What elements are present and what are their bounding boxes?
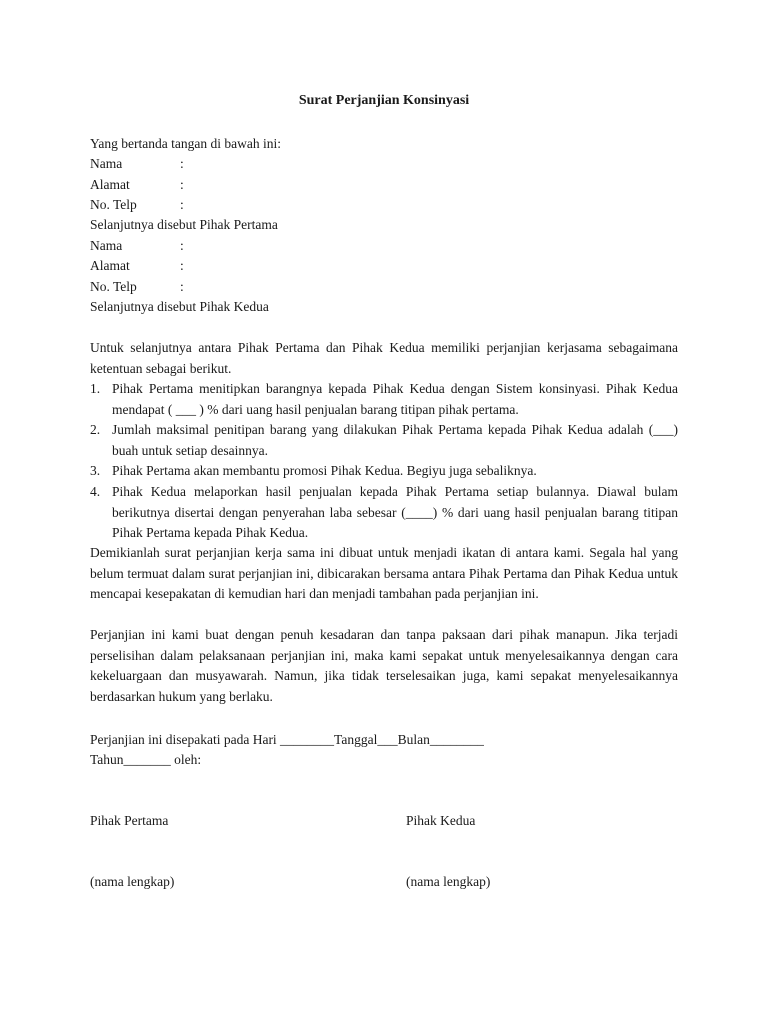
year-line: Tahun_______ oleh: (90, 752, 202, 767)
field-separator: : (180, 177, 184, 192)
first-party-name-field (90, 154, 184, 174)
signature-name-second-party: (nama lengkap) (406, 874, 491, 889)
field-separator: : (180, 156, 184, 171)
second-party-address-field (90, 256, 184, 276)
signature-role-second-party: Pihak Kedua (406, 813, 476, 828)
term-item (90, 482, 678, 544)
field-separator: : (180, 279, 184, 294)
field-separator: : (180, 238, 184, 253)
field-separator: : (180, 258, 184, 273)
signature-role-first-party: Pihak Pertama (90, 813, 169, 828)
term-item (90, 461, 678, 482)
intro-text: Yang bertanda tangan di bawah ini: (90, 136, 281, 151)
document-title: Surat Perjanjian Konsinyasi (298, 93, 470, 108)
agreement-intro: Untuk selanjutnya antara Pihak Pertama dan Pihak Kedua memiliki perjanjian kerjasama sebagaimana ketentuan sebagai berikut. (90, 340, 678, 376)
second-party-note: Selanjutnya disebut Pihak Kedua (90, 299, 269, 314)
signature-name-first-party: (nama lengkap) (90, 874, 175, 889)
term-number: 1. (90, 381, 101, 396)
field-label: No. Telp (90, 279, 137, 294)
term-number: 2. (90, 422, 101, 437)
term-item (90, 379, 678, 420)
field-label: Alamat (90, 258, 130, 273)
field-label: No. Telp (90, 197, 137, 212)
field-separator: : (180, 197, 184, 212)
first-party-phone-field (90, 195, 184, 215)
field-label: Nama (90, 156, 123, 171)
closing-paragraph-1: Demikianlah surat perjanjian kerja sama ini dibuat untuk menjadi ikatan di antara kami. Segala hal yang belum termuat dalam surat perjanjian ini, dibicarakan bersama antara Pihak Pertama dan Pihak Kedua untuk mencapai kesepakatan di kemudian hari dan menjadi tambahan pada perjanjian ini. (90, 545, 678, 601)
term-text: Pihak Pertama akan membantu promosi Pihak Kedua. Begiyu juga sebaliknya. (112, 463, 537, 478)
document-page (90, 0, 678, 1024)
field-label: Nama (90, 238, 123, 253)
field-label: Alamat (90, 177, 130, 192)
first-party-address-field (90, 175, 184, 195)
first-party-note: Selanjutnya disebut Pihak Pertama (90, 217, 278, 232)
term-item (90, 420, 678, 461)
second-party-name-field (90, 236, 184, 256)
closing-paragraph-2: Perjanjian ini kami buat dengan penuh kesadaran dan tanpa paksaan dari pihak manapun. Jika terjadi perselisihan dalam pelaksanaan perjanjian ini, maka kami sepakat untuk menyelesaikannya dengan cara kekeluargaan dan musyawarah. Namun, jika tidak terselesaikan juga, kami sepakat menyelesaikannya berdasarkan hukum yang berlaku. (90, 627, 678, 704)
term-text: Jumlah maksimal penitipan barang yang dilakukan Pihak Pertama kepada Pihak Kedua adalah (___) buah untuk setiap desainnya. (112, 422, 678, 458)
term-number: 3. (90, 463, 101, 478)
term-number: 4. (90, 484, 101, 499)
date-line: Perjanjian ini disepakati pada Hari ________Tanggal___Bulan________ (90, 732, 484, 747)
term-text: Pihak Kedua melaporkan hasil penjualan kepada Pihak Pertama setiap bulannya. Diawal bulam berikutnya disertai dengan penyerahan laba sebesar (____) % dari uang hasil penjualan barang titipan Pihak Pertama kepada Pihak Kedua. (112, 484, 678, 540)
second-party-phone-field (90, 277, 184, 297)
term-text: Pihak Pertama menitipkan barangnya kepada Pihak Kedua dengan Sistem konsinyasi. Pihak Kedua mendapat ( ___ ) % dari uang hasil penjualan barang titipan pihak pertama. (112, 381, 678, 417)
